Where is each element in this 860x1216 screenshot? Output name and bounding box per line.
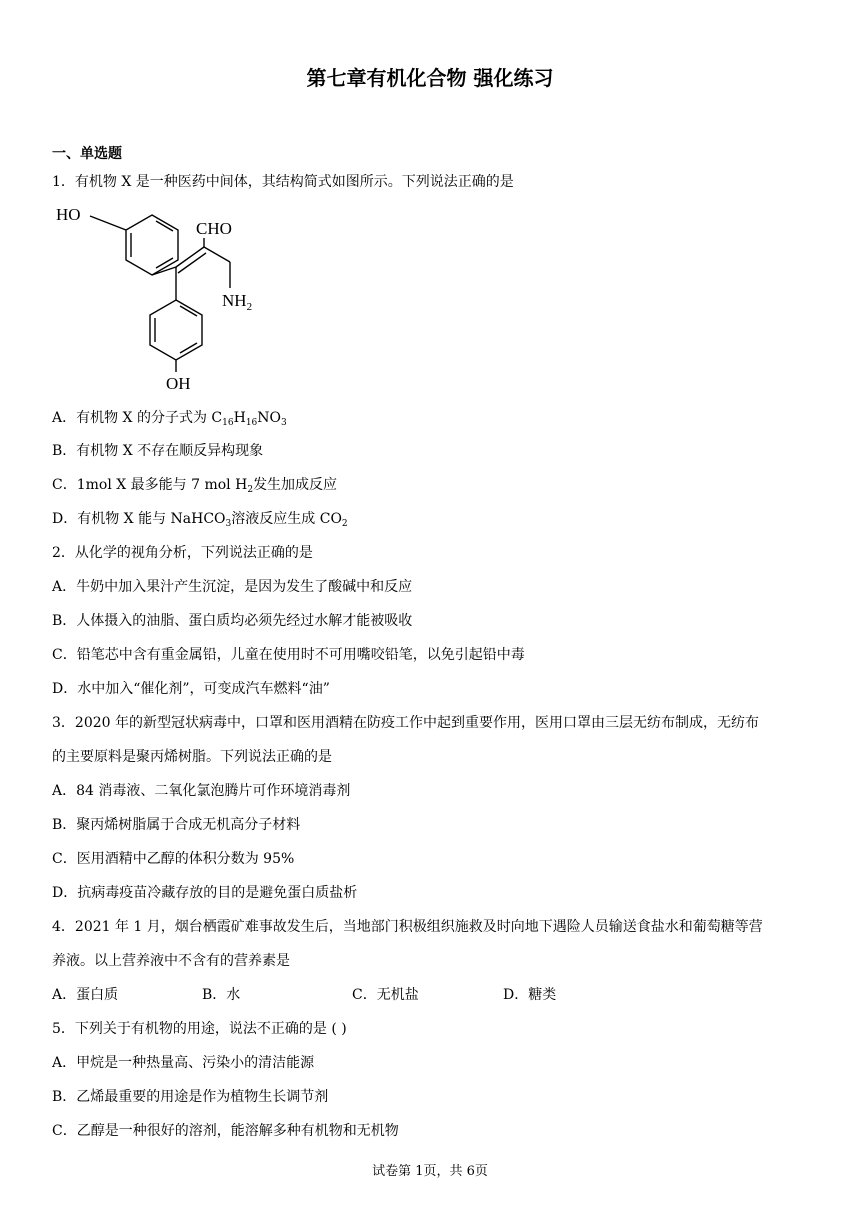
q1-option-b: B．有机物 X 不存在顺反异构现象 <box>52 443 264 459</box>
q3-stem-line1: 3．2020 年的新型冠状病毒中，口罩和医用酒精在防疫工作中起到重要作用，医用口罩由三层无纺布制成，无纺布 <box>52 715 759 731</box>
nh2-label: $NH_2$ <box>222 291 253 313</box>
cho-label: CHO <box>196 219 232 238</box>
q4-option-b: B．水 <box>202 987 241 1003</box>
q2-option-a: A．牛奶中加入果汁产生沉淀，是因为发生了酸碱中和反应 <box>52 579 413 595</box>
q1-option-a: A．有机物 X 的分子式为 $C_{16}H_{16}NO_3$ <box>52 410 287 428</box>
q4-option-c: C．无机盐 <box>352 987 419 1003</box>
q2-option-b: B．人体摄入的油脂、蛋白质均必须先经过水解才能被吸收 <box>52 613 413 629</box>
top-benzene-ring <box>126 215 178 275</box>
q1-option-c: C．1mol X 最多能与 7 mol $H_2$发生加成反应 <box>52 477 338 495</box>
section-heading: 一、单选题 <box>52 146 122 162</box>
q1-option-d: D．有机物 X 能与 NaHCO$_3$溶液反应生成 $CO_2$ <box>52 511 348 529</box>
q4-stem-line2: 养液。以上营养液中不含有的营养素是 <box>52 953 290 969</box>
ho-bond <box>90 216 126 230</box>
q4-stem-line1: 4．2021 年 1 月，烟台栖霞矿难事故发生后，当地部门积极组织施救及时向地下遇险人员输送食盐水和葡萄糖等营 <box>52 919 763 935</box>
q5-option-b: B．乙烯最重要的用途是作为植物生长调节剂 <box>52 1089 329 1105</box>
q4-option-a: A．蛋白质 <box>52 987 119 1003</box>
q3-stem-line2: 的主要原料是聚丙烯树脂。下列说法正确的是 <box>52 749 332 765</box>
oh-bottom-label: OH <box>166 374 191 393</box>
structure-diagram <box>52 200 272 400</box>
q3-option-c: C．医用酒精中乙醇的体积分数为 95% <box>52 851 295 867</box>
page-footer: 试卷第 1页，共 6页 <box>372 1164 488 1179</box>
q3-option-b: B．聚丙烯树脂属于合成无机高分子材料 <box>52 817 301 833</box>
q3-option-a: A．84 消毒液、二氧化氯泡腾片可作环境消毒剂 <box>52 783 351 799</box>
q4-option-d: D．糖类 <box>503 987 557 1003</box>
q2-option-c: C．铅笔芯中含有重金属铅，儿童在使用时不可用嘴咬铅笔，以免引起铅中毒 <box>52 647 525 663</box>
q5-option-a: A．甲烷是一种热量高、污染小的清洁能源 <box>52 1055 315 1071</box>
ho-top-label: HO <box>56 205 81 224</box>
q5-stem: 5．下列关于有机物的用途，说法不正确的是 ( ) <box>52 1021 347 1037</box>
q1-stem: 1．有机物 X 是一种医药中间体，其结构简式如图所示。下列说法正确的是 <box>52 174 514 190</box>
q2-stem: 2．从化学的视角分析，下列说法正确的是 <box>52 545 313 561</box>
q5-option-c: C．乙醇是一种很好的溶剂，能溶解多种有机物和无机物 <box>52 1123 399 1139</box>
page-title: 第七章有机化合物 强化练习 <box>306 66 554 90</box>
q2-option-d: D．水中加入“催化剂”，可变成汽车燃料“油” <box>52 681 330 697</box>
bottom-benzene-ring <box>150 300 202 360</box>
q3-option-d: D．抗病毒疫苗冷藏存放的目的是避免蛋白质盐析 <box>52 885 358 901</box>
